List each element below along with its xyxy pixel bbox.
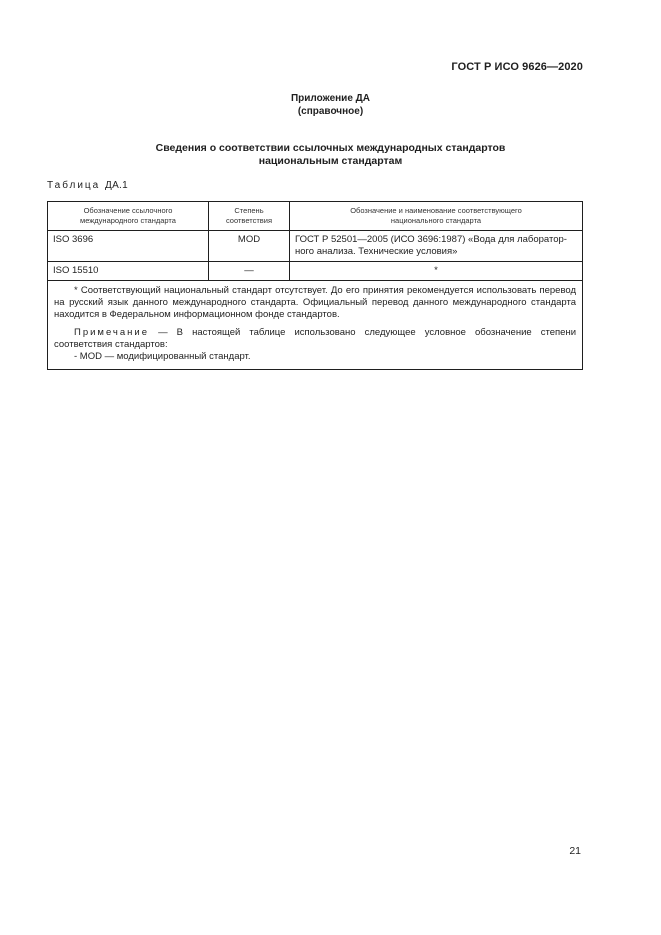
cell-intl-standard: ISO 3696 [48,231,209,262]
section-title-line1: Сведения о соответствии ссылочных международных стандартов [155,142,506,154]
table-row [48,231,583,262]
header-intl-line1: Обозначение ссылочного [83,206,173,215]
cell-national-standard: * [290,262,583,281]
header-national-line2: национального стандарта [390,216,482,225]
table-footnote: * Соответствующий национальный стандарт отсутствует. До его принятия рекомендуется использовать перевод на русский язык данного международного стандарта. Официальный перевод данного международного стандарта находится в Федеральном информационном фонде стандартов. [54,285,576,320]
header-intl-standard [48,202,209,231]
correspondence-table [47,201,583,370]
header-national-standard [290,202,583,231]
table-notes [48,281,583,370]
table-label-prefix: Таблица [47,180,101,191]
document-code: ГОСТ Р ИСО 9626—2020 [451,61,583,73]
header-national-line1: Обозначение и наименование соответствующего [350,206,522,215]
appendix-heading [0,92,661,118]
table-note [54,327,576,351]
page-number: 21 [569,845,581,857]
note-label: Примечание [74,327,149,338]
section-title [0,142,661,168]
cell-intl-standard: ISO 15510 [48,262,209,281]
note-text: — В настоящей таблице использовано следующее условное обозначение степени соответствия стандартов: [54,327,576,350]
cell-national-line2: ного анализа. Технические условия» [295,246,458,257]
table-header-row [48,202,583,231]
header-degree-line1: Степень [234,206,264,215]
table-notes-row [48,281,583,370]
header-degree-line2: соответствия [225,216,273,225]
header-degree [209,202,290,231]
cell-degree: MOD [209,231,290,262]
note-item: - MOD — модифицированный стандарт. [74,351,251,362]
section-title-line2: национальным стандартам [258,155,403,167]
cell-degree: — [209,262,290,281]
cell-national-standard [290,231,583,262]
appendix-title: Приложение ДА [290,93,371,104]
table-label [47,180,128,191]
appendix-subtitle: (справочное) [297,106,364,117]
header-intl-line2: международного стандарта [80,216,176,225]
table-row [48,262,583,281]
cell-national-line1: ГОСТ Р 52501—2005 (ИСО 3696:1987) «Вода для лаборатор- [295,234,567,245]
table-label-number: ДА.1 [105,180,128,191]
